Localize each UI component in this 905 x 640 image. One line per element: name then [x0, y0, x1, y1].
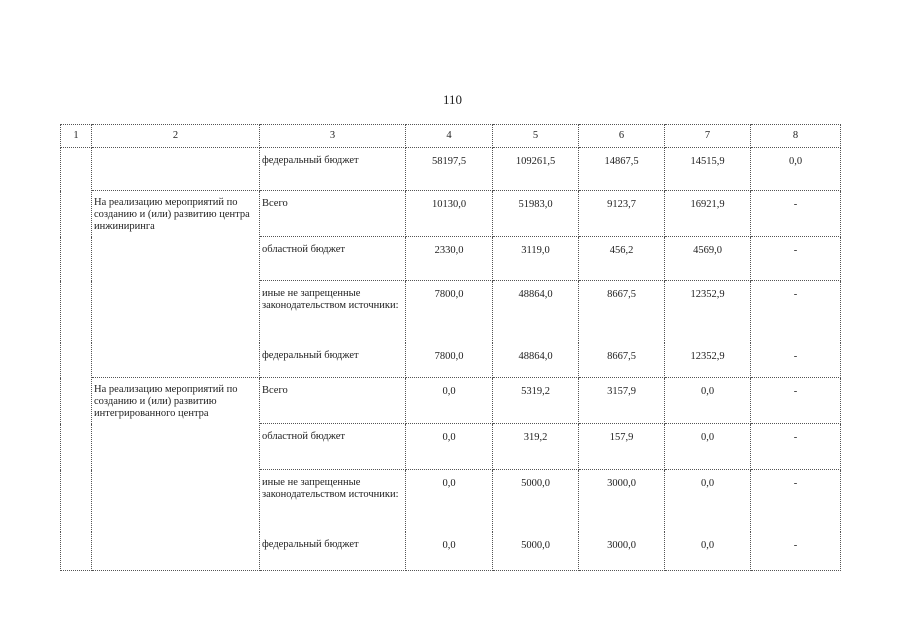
source-label: федеральный бюджет [260, 532, 406, 571]
value-cell: 0,0 [406, 470, 493, 533]
value-cell: 0,0 [406, 378, 493, 424]
header-cell: 6 [579, 125, 665, 148]
budget-table [60, 124, 841, 571]
value-cell: 0,0 [665, 532, 751, 571]
value-cell: 0,0 [406, 424, 493, 470]
source-label: Всего [260, 191, 406, 237]
value-cell: - [751, 378, 841, 424]
header-cell: 7 [665, 125, 751, 148]
value-cell: 157,9 [579, 424, 665, 470]
header-cell: 2 [92, 125, 260, 148]
value-cell: - [751, 532, 841, 571]
value-cell: 5000,0 [493, 470, 579, 533]
value-cell: - [751, 191, 841, 237]
value-cell: 0,0 [665, 470, 751, 533]
header-cell: 8 [751, 125, 841, 148]
value-cell: 2330,0 [406, 237, 493, 281]
header-cell: 3 [260, 125, 406, 148]
page-number: 110 [442, 92, 463, 107]
value-cell: - [751, 237, 841, 281]
value-cell: - [751, 424, 841, 470]
value-cell: 4569,0 [665, 237, 751, 281]
source-label: областной бюджет [260, 424, 406, 470]
value-cell: 16921,9 [665, 191, 751, 237]
value-cell: 7800,0 [406, 343, 493, 378]
value-cell: 8667,5 [579, 343, 665, 378]
source-label: областной бюджет [260, 237, 406, 281]
value-cell: 8667,5 [579, 281, 665, 344]
index-cell [61, 148, 92, 571]
value-cell: 12352,9 [665, 281, 751, 344]
activity-cell [92, 148, 260, 191]
value-cell: 109261,5 [493, 148, 579, 191]
source-label: иные не запрещенные законодательством источники: [260, 470, 406, 533]
value-cell: - [751, 281, 841, 344]
value-cell: 5319,2 [493, 378, 579, 424]
activity-cell: На реализацию мероприятий по созданию и (или) развитию центра инжиниринга [92, 191, 260, 378]
header-cell: 4 [406, 125, 493, 148]
source-label: Всего [260, 378, 406, 424]
value-cell: 3000,0 [579, 470, 665, 533]
source-label: иные не запрещенные законодательством источники: [260, 281, 406, 344]
value-cell: 51983,0 [493, 191, 579, 237]
value-cell: 0,0 [665, 378, 751, 424]
value-cell: 319,2 [493, 424, 579, 470]
value-cell: 3119,0 [493, 237, 579, 281]
value-cell: - [751, 343, 841, 378]
value-cell: 0,0 [751, 148, 841, 191]
activity-cell: На реализацию мероприятий по созданию и (или) развитию интегрированного центра [92, 378, 260, 571]
source-label: федеральный бюджет [260, 148, 406, 191]
value-cell: 14515,9 [665, 148, 751, 191]
header-cell: 1 [61, 125, 92, 148]
table-row [61, 378, 841, 424]
value-cell: 3157,9 [579, 378, 665, 424]
value-cell: 58197,5 [406, 148, 493, 191]
value-cell: 456,2 [579, 237, 665, 281]
value-cell: 0,0 [665, 424, 751, 470]
value-cell: 12352,9 [665, 343, 751, 378]
header-row [61, 125, 841, 148]
value-cell: 14867,5 [579, 148, 665, 191]
value-cell: 9123,7 [579, 191, 665, 237]
header-cell: 5 [493, 125, 579, 148]
value-cell: - [751, 470, 841, 533]
value-cell: 48864,0 [493, 343, 579, 378]
value-cell: 0,0 [406, 532, 493, 571]
value-cell: 7800,0 [406, 281, 493, 344]
value-cell: 10130,0 [406, 191, 493, 237]
table-row [61, 191, 841, 237]
value-cell: 48864,0 [493, 281, 579, 344]
value-cell: 3000,0 [579, 532, 665, 571]
value-cell: 5000,0 [493, 532, 579, 571]
source-label: федеральный бюджет [260, 343, 406, 378]
table-row [61, 148, 841, 191]
